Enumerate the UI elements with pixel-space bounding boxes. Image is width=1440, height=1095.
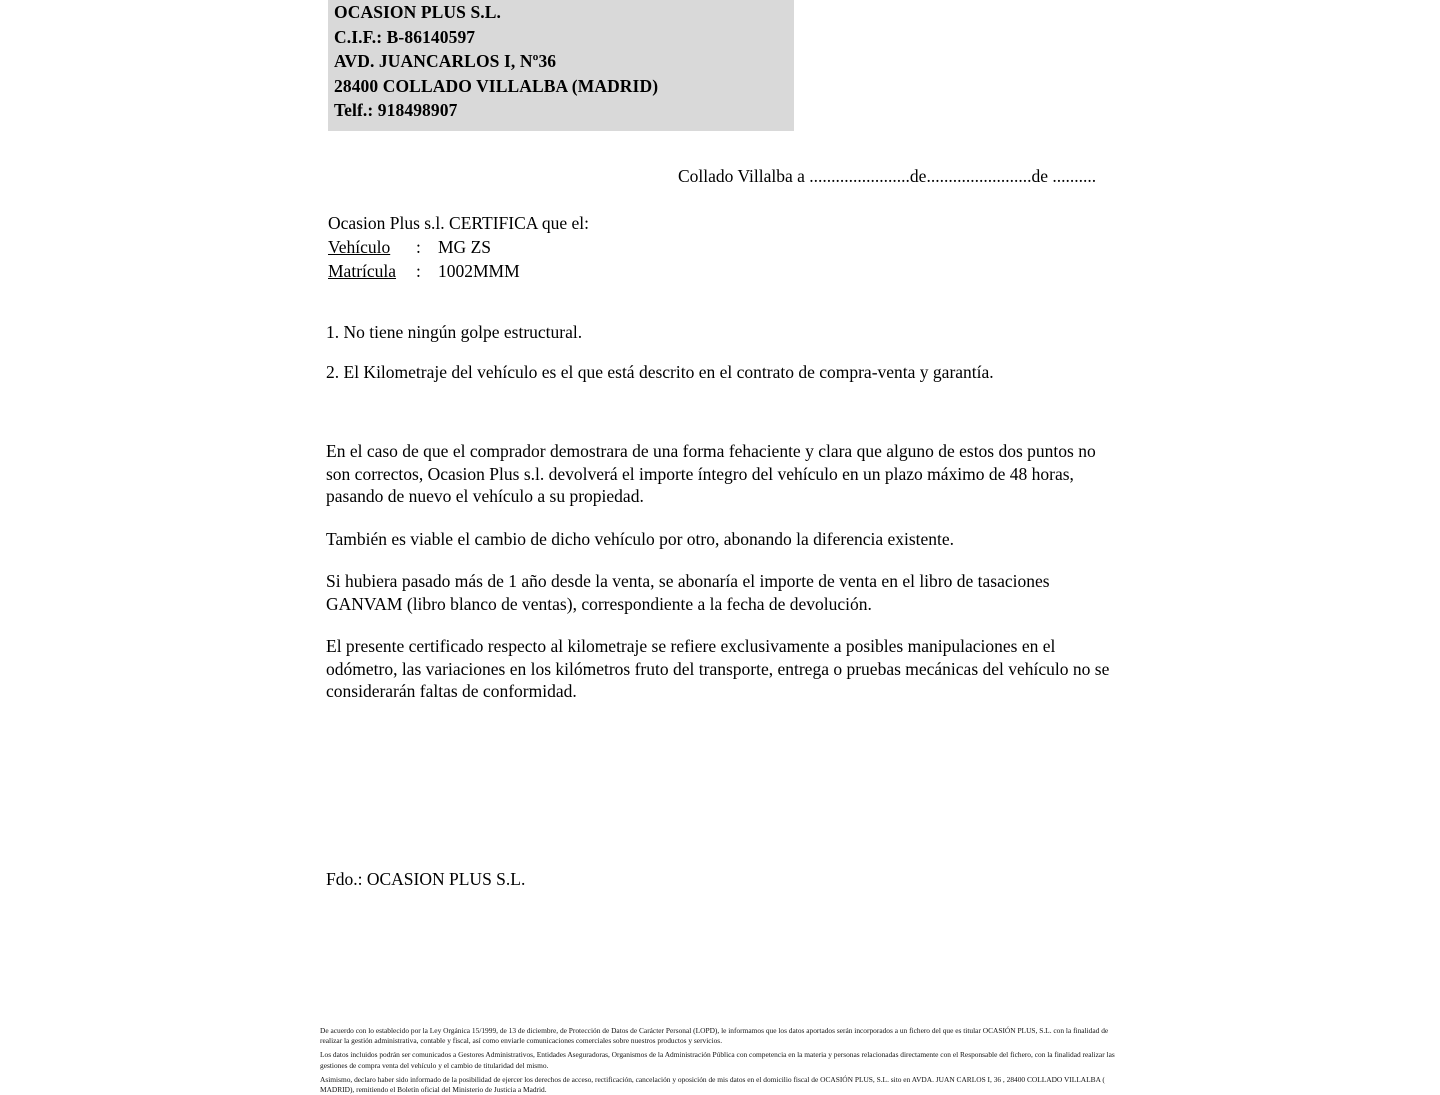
company-phone: Telf.: 918498907 [334,100,458,121]
point-item-1: 1. No tiene ningún golpe estructural. [326,322,583,342]
plate-label: Matrícula [328,261,397,281]
legal-footer [320,1026,1128,1095]
date-line: Collado Villalba a .......................de........................de .......... [678,166,1097,186]
points-list [326,321,994,383]
company-cif: C.I.F.: B-86140597 [334,26,476,47]
legal-paragraph-3: Asimismo, declaro haber sido informado de la posibilidad de ejercer los derechos de acceso, rectificación, cancelación y oposición de mis datos en el domicilio fiscal de OCASIÓN PLUS, S.L. sito en AVDA. JUAN CARLOS I, 36 , 28400 COLLADO VILLALBA ( MADRID), remitiendo el Boletín oficial del Ministerio de Justicia a Madrid. [320,1074,1105,1095]
body-paragraph-2: También es viable el cambio de dicho vehículo por otro, abonando la diferencia existente. [326,528,955,549]
legal-paragraph-1: De acuerdo con lo establecido por la Ley Orgánica 15/1999, de 13 de diciembre, de Protección de Datos de Carácter Personal (LOPD), le informamos que los datos aportados serán incorporados a un fichero del que es titular OCASIÓN PLUS, S.L. con la finalidad de realizar la gestión administrativa, contable y fiscal, así como enviarle comunicaciones comerciales sobre nuestros productos y servicios. [320,1026,1109,1046]
certifies-block [328,211,589,283]
company-name: OCASION PLUS S.L. [334,2,502,22]
company-header-block [328,0,794,131]
certifies-intro: Ocasion Plus s.l. CERTIFICA que el: [328,213,589,233]
vehicle-value: MG ZS [438,237,491,257]
point-item-2: 2. El Kilometraje del vehículo es el que está descrito en el contrato de compra-venta y garantía. [326,362,994,382]
company-city: 28400 COLLADO VILLALBA (MADRID) [334,75,659,96]
legal-paragraph-2: Los datos incluidos podrán ser comunicados a Gestores Administrativos, Entidades Aseguradoras, Organismos de la Administración Pública con competencia en la materia y personas relacionadas directamente con el Responsable del fichero, con la finalidad realizar las gestiones de compra venta del vehículo y el cambio de titularidad del mismo. [320,1050,1115,1070]
body-paragraph-3: Si hubiera pasado más de 1 año desde la venta, se abonaría el importe de venta en el libro de tasaciones GANVAM (libro blanco de ventas), correspondiente a la fecha de devolución. [326,571,1050,614]
plate-value: 1002MMM [438,261,520,281]
plate-row [328,259,589,283]
vehicle-label: Vehículo [328,237,391,257]
plate-separator: : [416,261,421,281]
vehicle-separator: : [416,237,421,257]
vehicle-row [328,235,589,259]
signature-line: Fdo.: OCASION PLUS S.L. [326,869,526,889]
body-paragraph-4: El presente certificado respecto al kilometraje se refiere exclusivamente a posibles manipulaciones en el odómetro, las variaciones en los kilómetros fruto del transporte, entrega o pruebas mecánicas del vehículo no se considerarán faltas de conformidad. [326,636,1110,701]
company-address: AVD. JUANCARLOS I, Nº36 [334,51,557,72]
body-text [326,440,1116,703]
body-paragraph-1: En el caso de que el comprador demostrara de una forma fehaciente y clara que alguno de estos dos puntos no son correctos, Ocasion Plus s.l. devolverá el importe íntegro del vehículo en un plazo máximo de 48 horas, pasando de nuevo el vehículo a su propiedad. [326,441,1096,506]
